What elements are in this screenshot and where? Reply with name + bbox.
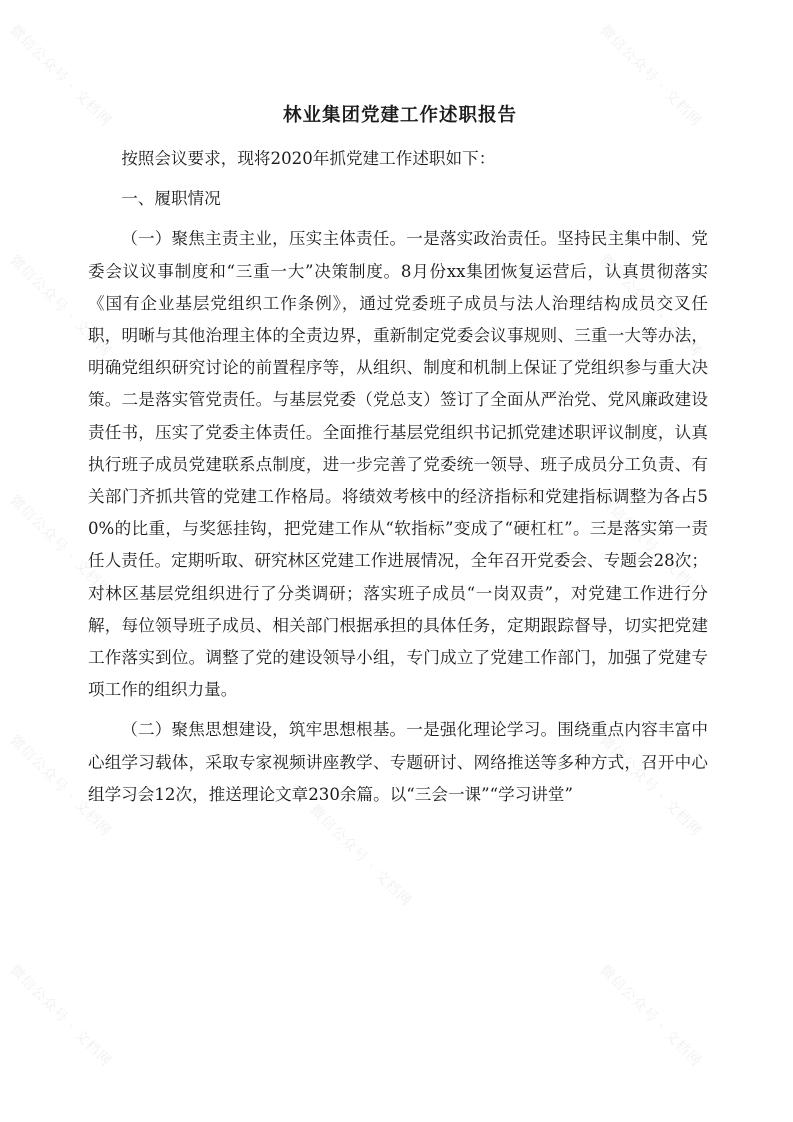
body-paragraph: （二）聚焦思想建设，筑牢思想根基。一是强化理论学习。围绕重点内容丰富中心组学习载体，采取专家视频讲座教学、专题研讨、网络推送等多种方式，召开中心组学习会12次，推送理论文章230余篇。以“三会一课”“学习讲堂” [88, 720, 708, 804]
watermark-text: 微信公众号 · 文档网 [306, 802, 415, 910]
body-paragraph: （一）聚焦主责主业，压实主体责任。一是落实政治责任。坚持民主集中制、党委会议议事制度和“三重一大”决策制度。8月份xx集团恢复运营后，认真贯彻落实《国有企业基层党组织工作条例》，通过党委班子成员与法人治理结构成员交叉任职，明晰与其他治理主体的全责边界，重新制定党委会议事规则、三重一大等办法，明确党组织研究讨论的前置程序等，从组织、制度和机制上保证了党组织参与重大决策。二是落实管党责任。与基层党委（党总支）签订了全面从严治党、党风廉政建设责任书，压实了党委主体责任。全面推行基层党组织书记抓党建述职评议制度，认真执行班子成员党建联系点制度，进一步完善了党委统一领导、班子成员分工负责、有关部门齐抓共管的党建工作格局。将绩效考核中的经济指标和党建指标调整为各占50%的比重，与奖惩挂钩，把党建工作从“软指标”变成了“硬杠杠”。三是落实第一责任人责任。定期听取、研究林区党建工作进展情况，全年召开党委会、专题会28次；对林区基层党组织进行了分类调研；落实班子成员“一岗双责”，对党建工作进行分解，每位领导班子成员、相关部门根据承担的具体任务，定期跟踪督导，切实把党建工作落实到位。调整了党的建设领导小组，专门成立了党建工作部门，加强了党建专项工作的组织力量。 [88, 229, 708, 700]
watermark-text: 微信公众号 · 文档网 [6, 732, 115, 840]
section-heading: 一、履职情况 [121, 189, 221, 209]
watermark-text: 微信公众号 · 文档网 [596, 492, 705, 600]
document-title: 林业集团党建工作述职报告 [282, 105, 517, 126]
watermark-text: 微信公众号 · 文档网 [6, 962, 115, 1070]
watermark-text: 微信公众号 · 文档网 [6, 22, 115, 130]
watermark-text: 微信公众号 · 文档网 [596, 962, 705, 1070]
watermark-text: 微信公众号 · 文档网 [596, 22, 705, 130]
watermark-text: 微信公众号 · 文档网 [596, 732, 705, 840]
watermark-text: 微信公众号 · 文档网 [596, 252, 705, 360]
document-body [88, 98, 708, 811]
intro-paragraph: 按照会议要求，现将2020年抓党建工作述职如下： [121, 149, 496, 168]
watermark-text: 微信公众号 · 文档网 [6, 492, 115, 600]
watermark-text: 微信公众号 · 文档网 [6, 252, 115, 360]
